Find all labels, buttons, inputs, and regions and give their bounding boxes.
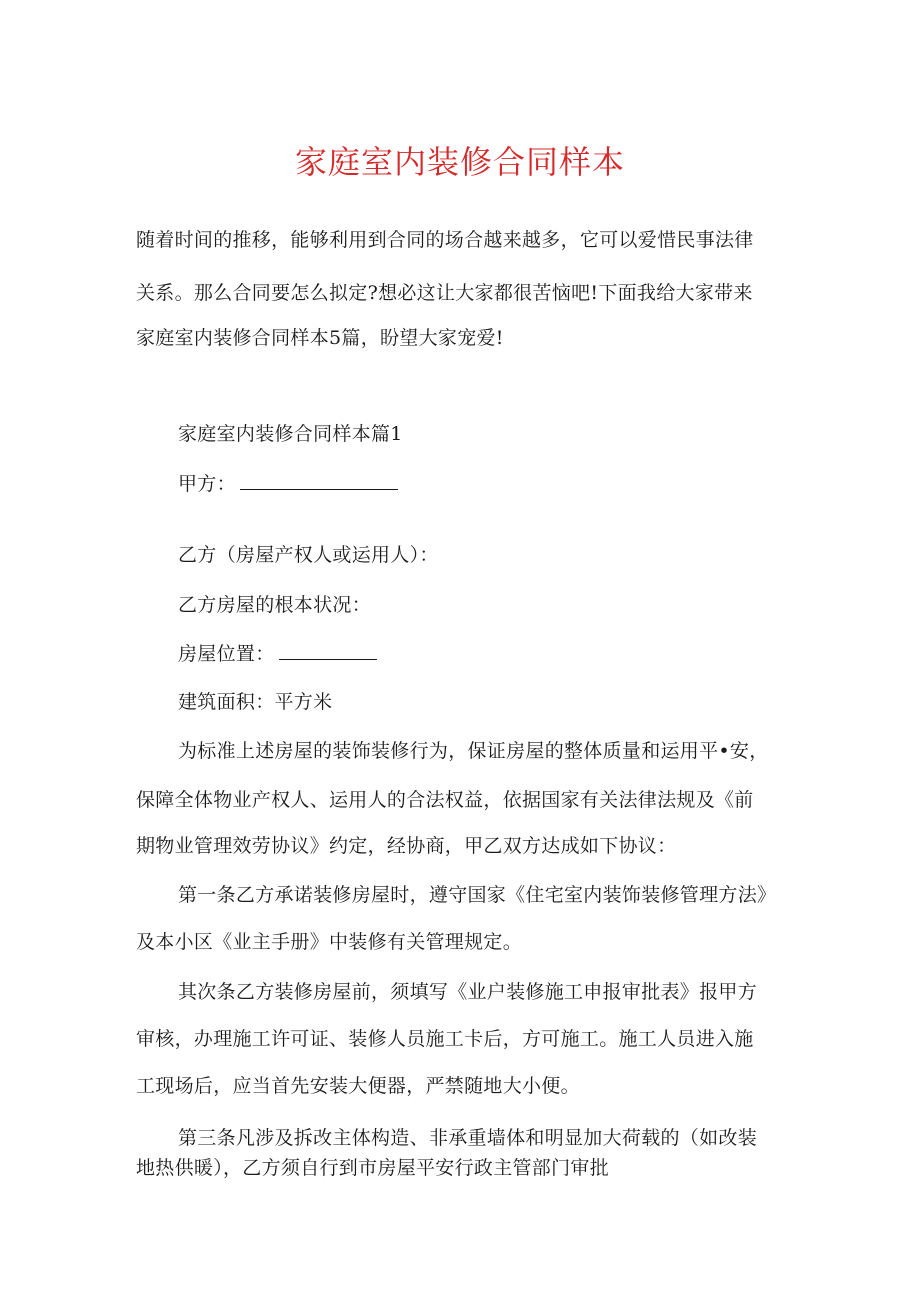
intro-line-2: 关系。那么合同要怎么拟定?想必这让大家都很苦恼吧!下面我给大家带来	[136, 282, 753, 304]
article-2-line-2: 审核，办理施工许可证、装修人员施工卡后，方可施工。施工人员进入施	[136, 1028, 754, 1050]
party-a-label: 甲方：	[178, 473, 236, 495]
intro-line-3: 家庭室内装修合同样本5篇，盼望大家宠爱!	[136, 327, 504, 349]
article-3-line-1: 第三条凡涉及拆改主体构造、非承重墙体和明显加大荷载的（如改装	[178, 1127, 758, 1149]
preamble-line-3: 期物业管理效劳协议》约定，经协商，甲乙双方达成如下协议：	[136, 835, 677, 857]
house-location-blank	[279, 641, 377, 660]
article-1-line-2: 及本小区《业主手册》中装修有关管理规定。	[136, 931, 523, 953]
party-a-blank	[240, 471, 398, 490]
building-area-label: 建筑面积：平方米	[178, 691, 333, 713]
house-location-line	[178, 640, 377, 668]
article-2-line-1: 其次条乙方装修房屋前，须填写《业户装修施工申报审批表》报甲方	[178, 981, 758, 1003]
house-location-label: 房屋位置：	[178, 643, 275, 665]
preamble-line-2: 保障全体物业产权人、运用人的合法权益，依据国家有关法律法规及《前	[136, 789, 754, 811]
article-2-line-3: 工现场后，应当首先安装大便器，严禁随地大小便。	[136, 1075, 580, 1097]
party-a-line	[178, 470, 398, 498]
intro-line-1: 随着时间的推移，能够利用到合同的场合越来越多，它可以爱惜民事法律	[136, 229, 754, 251]
section-heading: 家庭室内装修合同样本篇1	[178, 423, 403, 445]
article-3-line-2: 地热供暖），乙方须自行到市房屋平安行政主管部门审批	[136, 1157, 610, 1179]
preamble-line-1: 为标准上述房屋的装饰装修行为，保证房屋的整体质量和运用平•安，	[178, 740, 769, 762]
document-title: 家庭室内装修合同样本	[294, 143, 625, 181]
party-b-label: 乙方（房屋产权人或运用人）：	[178, 544, 439, 566]
article-1-line-1: 第一条乙方承诺装修房屋时，遵守国家《住宅室内装饰装修管理方法》	[178, 884, 777, 906]
house-status-label: 乙方房屋的根本状况：	[178, 594, 372, 616]
